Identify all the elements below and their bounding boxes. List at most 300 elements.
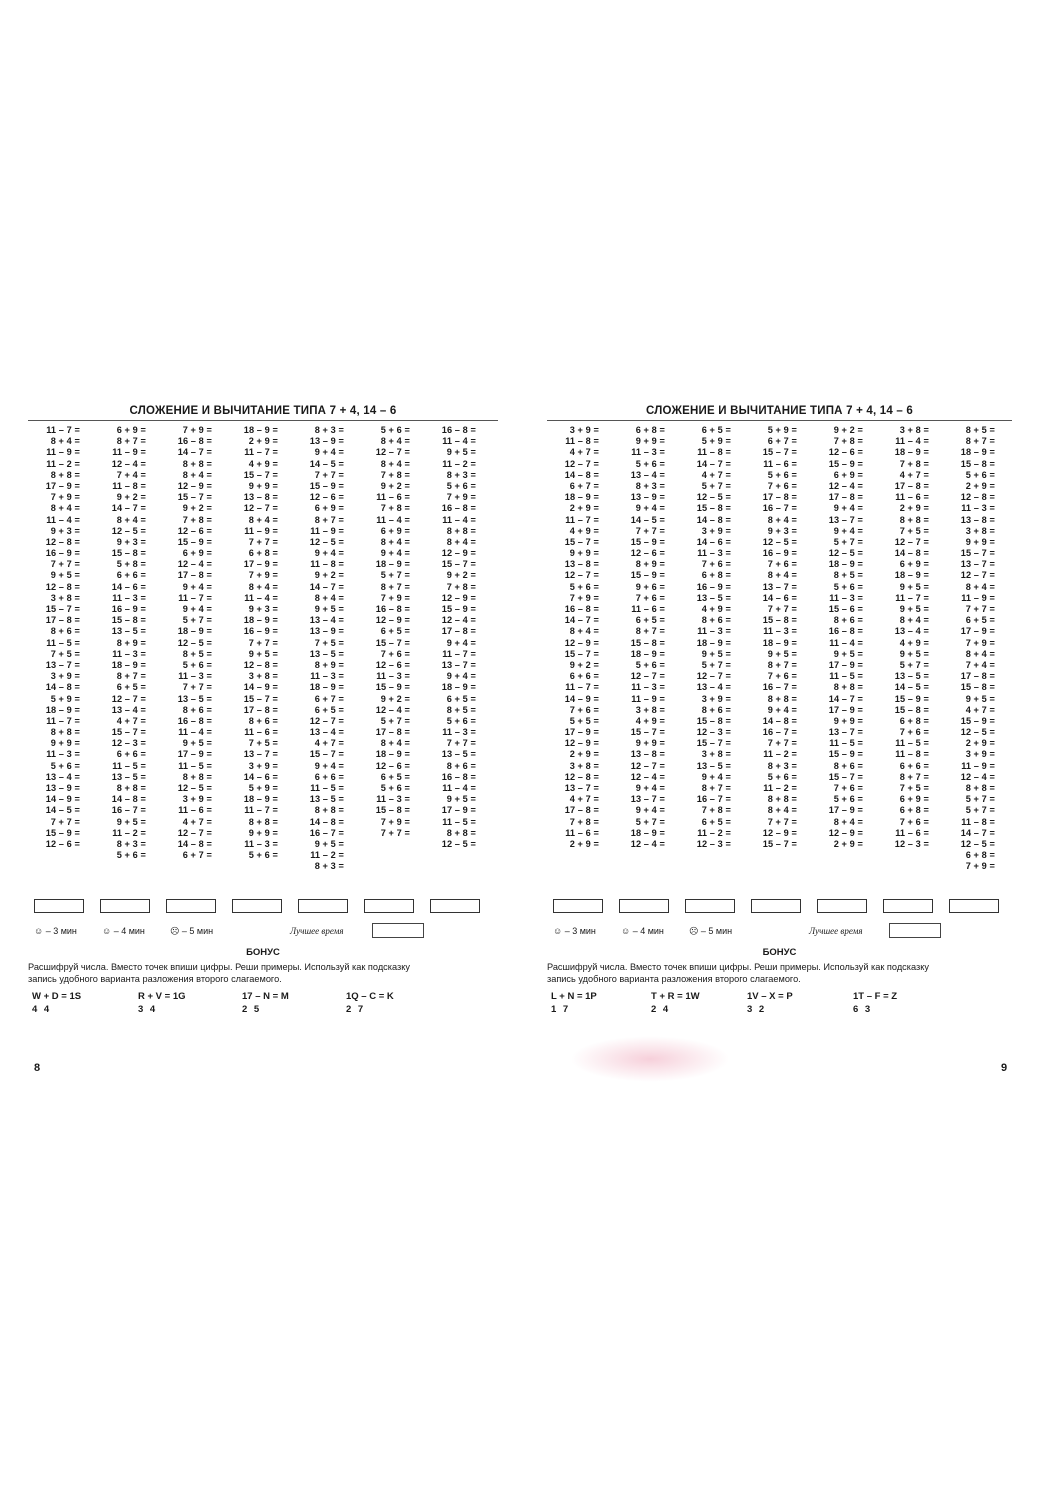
exercise: 8 + 3 =: [635, 480, 665, 491]
exercise: 9 + 5 =: [50, 570, 80, 581]
exercise: 12 – 5 =: [696, 492, 731, 503]
exercise: 17 – 9 =: [828, 659, 863, 670]
exercise: 11 – 9 =: [961, 760, 995, 771]
exercise: 11 – 2 =: [763, 783, 797, 793]
exercise: 15 – 9 =: [828, 749, 863, 760]
exercise: 6 + 8 =: [965, 850, 995, 861]
bonus-codes: [547, 991, 1012, 1027]
exercise: 13 – 7 =: [960, 559, 995, 570]
exercise: 6 + 5 =: [380, 771, 410, 782]
code-expression: W + D = 1S: [32, 991, 82, 1002]
exercise: 12 – 3 =: [111, 738, 146, 749]
exercise: 6 + 9 =: [833, 469, 863, 480]
exercise: 14 – 6 =: [696, 536, 731, 547]
exercise: 13 – 5 =: [111, 626, 146, 637]
exercise: 13 – 9 =: [45, 783, 80, 793]
exercise: 5 + 6 =: [446, 715, 476, 726]
exercise: 9 + 9 =: [635, 436, 665, 447]
exercise: 12 – 4 =: [375, 704, 410, 715]
exercise: 17 – 8 =: [762, 492, 797, 503]
exercise: 11 – 3 =: [376, 671, 410, 682]
exercise: 11 – 5 =: [442, 816, 476, 827]
answer-time-boxes: [28, 893, 498, 921]
exercise: 3 + 9 =: [182, 794, 212, 805]
exercise: 13 – 5 =: [696, 592, 731, 603]
exercise: 9 + 9 =: [965, 536, 995, 547]
exercise: 12 – 5 =: [309, 536, 344, 547]
exercise: 14 – 7 =: [960, 827, 995, 838]
exercise: 12 – 7 =: [243, 503, 278, 514]
exercise: 18 – 9 =: [630, 827, 665, 838]
page-title: СЛОЖЕНИЕ И ВЫЧИТАНИЕ ТИПА 7 + 4, 14 – 6: [129, 405, 397, 417]
exercise: 12 – 7 =: [894, 536, 929, 547]
exercise: 18 – 9 =: [375, 749, 410, 760]
exercise: 12 – 4 =: [630, 771, 665, 782]
exercise: 12 – 9 =: [564, 738, 599, 749]
exercise: 6 + 7 =: [314, 693, 344, 704]
exercise: 15 – 8 =: [696, 715, 731, 726]
code-item: [346, 991, 394, 1015]
exercise: 4 + 9 =: [248, 458, 278, 469]
exercise: 3 + 8 =: [899, 425, 929, 435]
column-time-box[interactable]: [619, 899, 669, 913]
exercise: 12 – 8 =: [243, 659, 278, 670]
exercise: 6 + 8 =: [899, 715, 929, 726]
best-time-box[interactable]: [372, 923, 424, 938]
exercise: 7 + 9 =: [380, 592, 410, 603]
exercise: 15 – 7 =: [111, 727, 146, 738]
exercise: 6 + 9 =: [380, 525, 410, 536]
exercise: 9 + 5 =: [116, 816, 146, 827]
exercise: 12 – 7 =: [630, 671, 665, 682]
exercise: 8 + 6 =: [701, 704, 731, 715]
bonus-line-2: запись удобного варианта разложения второго слагаемого.: [28, 974, 282, 984]
exercise-column: [679, 425, 731, 850]
exercise: 7 + 6 =: [899, 816, 929, 827]
code-expression: 1T – F = Z: [853, 991, 898, 1002]
exercise: 15 – 9 =: [960, 715, 995, 726]
exercise: 6 + 9 =: [116, 425, 146, 435]
exercise: 5 + 7 =: [380, 715, 410, 726]
exercise: 11 – 7 =: [178, 592, 212, 603]
exercise-column: [226, 425, 278, 861]
exercise: 6 + 9 =: [899, 794, 929, 805]
exercise: 18 – 9 =: [243, 794, 278, 805]
exercise: 11 – 7 =: [565, 514, 599, 525]
column-time-box[interactable]: [34, 899, 84, 913]
exercise: 7 + 7 =: [767, 604, 797, 614]
exercise: 7 + 4 =: [965, 659, 995, 670]
exercise: 9 + 2 =: [446, 570, 476, 581]
exercise: 6 + 9 =: [899, 559, 929, 570]
exercise: 8 + 8 =: [50, 469, 80, 480]
exercise: 18 – 9 =: [960, 447, 995, 458]
exercise: 7 + 5 =: [248, 738, 278, 749]
exercise: 18 – 9 =: [630, 648, 665, 659]
exercise: 7 + 7 =: [182, 682, 212, 693]
exercise: 7 + 9 =: [965, 861, 995, 872]
exercise: 8 + 9 =: [116, 637, 146, 648]
exercise: 8 + 4 =: [50, 436, 80, 447]
exercise: 5 + 9 =: [248, 783, 278, 793]
exercise: 13 – 5 =: [309, 794, 344, 805]
exercise: 5 + 7 =: [701, 480, 731, 491]
exercise: 12 – 6 =: [45, 838, 80, 849]
exercise: 13 – 7 =: [630, 794, 665, 805]
exercise: 15 – 9 =: [441, 604, 476, 614]
column-time-box[interactable]: [364, 899, 414, 913]
exercise: 6 + 5 =: [314, 704, 344, 715]
exercise: 11 – 4 =: [442, 514, 476, 525]
best-time-label: Лучшее время: [290, 926, 344, 936]
exercise: 12 – 6 =: [309, 492, 344, 503]
code-expression: 1Q – C = K: [346, 991, 394, 1002]
exercise: 7 + 7 =: [767, 738, 797, 749]
exercise: 14 – 7 =: [696, 458, 731, 469]
exercise: 2 + 9 =: [833, 838, 863, 849]
exercise: 9 + 9 =: [635, 738, 665, 749]
exercise-column: [424, 425, 476, 850]
exercise: 9 + 4 =: [446, 637, 476, 648]
exercise: 18 – 9 =: [243, 615, 278, 626]
right-page: [547, 380, 1012, 1080]
exercise: 14 – 7 =: [177, 447, 212, 458]
exercise: 9 + 4 =: [314, 548, 344, 559]
timing-5-min: ☹ – 5 мин: [689, 926, 733, 936]
exercise: 18 – 9 =: [564, 492, 599, 503]
column-time-box[interactable]: [100, 899, 150, 913]
exercise: 13 – 7 =: [564, 783, 599, 793]
exercise: 11 – 5 =: [829, 738, 863, 749]
exercise: 16 – 8 =: [441, 503, 476, 514]
column-time-box[interactable]: [166, 899, 216, 913]
column-time-box[interactable]: [949, 899, 999, 913]
exercise: 8 + 4 =: [380, 536, 410, 547]
exercise: 7 + 6 =: [767, 671, 797, 682]
exercise: 9 + 9 =: [569, 548, 599, 559]
exercise: 8 + 3 =: [314, 425, 344, 435]
exercise: 11 – 3 =: [697, 626, 731, 637]
exercise: 12 – 5 =: [960, 838, 995, 849]
exercise: 3 + 9 =: [248, 760, 278, 771]
exercise: 11 – 9 =: [46, 447, 80, 458]
exercise: 15 – 9 =: [309, 480, 344, 491]
column-time-box[interactable]: [232, 899, 282, 913]
exercise: 11 – 6 =: [895, 492, 929, 503]
exercise: 6 + 8 =: [635, 425, 665, 435]
exercise: 13 – 7 =: [441, 659, 476, 670]
exercise: 11 – 3 =: [961, 503, 995, 514]
exercise: 9 + 4 =: [182, 604, 212, 614]
timing-4-min: ☺ – 4 мин: [102, 926, 145, 936]
exercise: 8 + 8 =: [446, 827, 476, 838]
exercise: 14 – 9 =: [45, 794, 80, 805]
exercise: 15 – 7 =: [309, 749, 344, 760]
exercise: 12 – 5 =: [177, 783, 212, 793]
exercise: 15 – 7 =: [375, 637, 410, 648]
best-time-box[interactable]: [889, 923, 941, 938]
exercise-column: [943, 425, 995, 873]
exercise: 15 – 9 =: [177, 536, 212, 547]
exercise: 8 + 7 =: [116, 436, 146, 447]
exercise: 5 + 6 =: [50, 760, 80, 771]
exercise: 8 + 8 =: [833, 682, 863, 693]
exercise: 7 + 8 =: [182, 514, 212, 525]
exercise: 8 + 8 =: [899, 514, 929, 525]
exercise: 15 – 7 =: [828, 771, 863, 782]
exercise: 11 – 3 =: [112, 592, 146, 603]
exercise: 5 + 6 =: [767, 771, 797, 782]
title-rule: [547, 420, 1012, 421]
exercise: 4 + 7 =: [899, 469, 929, 480]
exercise: 18 – 9 =: [696, 637, 731, 648]
exercise: 7 + 6 =: [899, 727, 929, 738]
exercise: 15 – 9 =: [630, 536, 665, 547]
exercise: 9 + 2 =: [569, 659, 599, 670]
exercise: 15 – 6 =: [828, 604, 863, 614]
exercise: 11 – 5 =: [310, 783, 344, 793]
exercise: 8 + 8 =: [50, 727, 80, 738]
exercise: 5 + 7 =: [965, 794, 995, 805]
exercise: 4 + 7 =: [314, 738, 344, 749]
exercise: 15 – 8 =: [111, 615, 146, 626]
exercise: 8 + 7 =: [380, 581, 410, 592]
exercise: 5 + 6 =: [635, 458, 665, 469]
exercise: 11 – 3 =: [763, 626, 797, 637]
exercise: 12 – 9 =: [375, 615, 410, 626]
exercise: 3 + 8 =: [635, 704, 665, 715]
exercise: 5 + 7 =: [635, 816, 665, 827]
exercise: 9 + 2 =: [380, 480, 410, 491]
exercise: 5 + 7 =: [701, 659, 731, 670]
exercise: 2 + 9 =: [569, 503, 599, 514]
exercise: 5 + 7 =: [380, 570, 410, 581]
exercise: 15 – 9 =: [894, 693, 929, 704]
exercise: 12 – 5 =: [960, 727, 995, 738]
exercise: 6 + 5 =: [446, 693, 476, 704]
exercise: 18 – 9 =: [309, 682, 344, 693]
exercise: 7 + 7 =: [965, 604, 995, 614]
exercise: 12 – 6 =: [828, 447, 863, 458]
exercise: 13 – 7 =: [762, 581, 797, 592]
exercise: 6 + 5 =: [965, 615, 995, 626]
column-time-box[interactable]: [751, 899, 801, 913]
exercise: 8 + 4 =: [182, 469, 212, 480]
bonus-instructions: [547, 961, 1012, 985]
exercise-column: [292, 425, 344, 873]
exercise: 8 + 5 =: [182, 648, 212, 659]
exercise: 9 + 5 =: [767, 648, 797, 659]
exercise: 12 – 4 =: [828, 480, 863, 491]
exercise: 5 + 6 =: [116, 850, 146, 861]
exercise: 4 + 9 =: [569, 525, 599, 536]
exercise: 8 + 4 =: [380, 436, 410, 447]
code-item: [747, 991, 793, 1015]
exercise: 14 – 9 =: [243, 682, 278, 693]
timing-legend: [28, 921, 498, 943]
exercise: 9 + 5 =: [248, 648, 278, 659]
exercise: 15 – 7 =: [960, 548, 995, 559]
exercise: 7 + 7 =: [446, 738, 476, 749]
bonus-line-1: Расшифруй числа. Вместо точек впиши цифры. Реши примеры. Используй как подсказку: [547, 962, 929, 972]
exercise: 11 – 7 =: [895, 592, 929, 603]
column-time-box[interactable]: [430, 899, 480, 913]
exercise: 16 – 7 =: [762, 503, 797, 514]
exercise: 12 – 4 =: [630, 838, 665, 849]
bonus-title: БОНУС: [762, 947, 797, 958]
exercise: 16 – 7 =: [111, 805, 146, 816]
exercise: 4 + 9 =: [635, 715, 665, 726]
exercise: 5 + 6 =: [446, 480, 476, 491]
exercise: 8 + 4 =: [248, 514, 278, 525]
exercise: 15 – 7 =: [243, 469, 278, 480]
exercise: 4 + 7 =: [965, 704, 995, 715]
exercise: 17 – 8 =: [960, 671, 995, 682]
exercise: 16 – 8 =: [441, 771, 476, 782]
exercise: 16 – 8 =: [177, 436, 212, 447]
exercise: 4 + 7 =: [182, 816, 212, 827]
code-item: [138, 991, 186, 1015]
exercise: 5 + 8 =: [116, 559, 146, 570]
exercise: 9 + 4 =: [182, 581, 212, 592]
exercise: 11 – 8 =: [565, 436, 599, 447]
exercise: 8 + 8 =: [314, 805, 344, 816]
exercise: 7 + 5 =: [899, 783, 929, 793]
exercise: 9 + 6 =: [635, 581, 665, 592]
exercise: 13 – 5 =: [111, 771, 146, 782]
exercise: 11 – 3 =: [829, 592, 863, 603]
exercise: 3 + 8 =: [569, 760, 599, 771]
exercise: 15 – 8 =: [630, 637, 665, 648]
exercise: 18 – 9 =: [828, 559, 863, 570]
exercise: 17 – 9 =: [177, 749, 212, 760]
exercise: 5 + 7 =: [833, 536, 863, 547]
column-time-box[interactable]: [298, 899, 348, 913]
exercise: 7 + 9 =: [380, 816, 410, 827]
exercise: 7 + 8 =: [569, 816, 599, 827]
exercise: 13 – 9 =: [630, 492, 665, 503]
code-digits: 2 7: [346, 1004, 366, 1015]
code-item: [32, 991, 81, 1015]
exercise: 7 + 9 =: [182, 425, 212, 435]
exercise: 11 – 4 =: [376, 514, 410, 525]
exercise: 5 + 6 =: [833, 581, 863, 592]
exercise: 17 – 9 =: [828, 704, 863, 715]
exercise: 17 – 8 =: [45, 615, 80, 626]
exercise: 11 – 9 =: [310, 525, 344, 536]
exercise: 12 – 7 =: [375, 447, 410, 458]
exercise: 11 – 2 =: [442, 458, 476, 469]
exercise: 11 – 8 =: [697, 447, 731, 458]
exercise: 5 + 9 =: [701, 436, 731, 447]
exercise: 6 + 5 =: [635, 615, 665, 626]
exercise: 14 – 8 =: [894, 548, 929, 559]
exercise: 14 – 8 =: [309, 816, 344, 827]
column-time-box[interactable]: [817, 899, 867, 913]
exercise: 11 – 2 =: [112, 827, 146, 838]
best-time-label: Лучшее время: [809, 926, 863, 936]
exercise: 7 + 9 =: [569, 592, 599, 603]
exercise: 12 – 7 =: [630, 760, 665, 771]
exercise: 7 + 6 =: [767, 559, 797, 570]
exercise: 6 + 6 =: [116, 749, 146, 760]
exercise: 13 – 5 =: [441, 749, 476, 760]
exercise: 7 + 5 =: [314, 637, 344, 648]
exercise: 9 + 3 =: [50, 525, 80, 536]
exercise: 7 + 8 =: [380, 503, 410, 514]
exercise: 12 – 7 =: [309, 715, 344, 726]
exercise: 3 + 9 =: [701, 525, 731, 536]
exercise: 8 + 8 =: [767, 693, 797, 704]
exercise: 4 + 7 =: [116, 715, 146, 726]
exercise: 8 + 6 =: [701, 615, 731, 626]
code-digits: 6 3: [853, 1004, 873, 1015]
exercise: 9 + 4 =: [701, 771, 731, 782]
exercise: 11 – 4 =: [46, 514, 80, 525]
exercise: 2 + 9 =: [965, 738, 995, 749]
exercise: 8 + 7 =: [767, 659, 797, 670]
exercise: 11 – 9 =: [112, 447, 146, 458]
bonus-codes: [28, 991, 498, 1027]
exercise: 16 – 7 =: [309, 827, 344, 838]
exercise: 6 + 6 =: [569, 671, 599, 682]
exercise: 8 + 8 =: [446, 525, 476, 536]
exercise: 9 + 4 =: [767, 704, 797, 715]
exercise: 7 + 6 =: [569, 704, 599, 715]
exercise: 17 – 9 =: [45, 480, 80, 491]
exercise: 9 + 4 =: [446, 671, 476, 682]
exercise: 3 + 9 =: [965, 749, 995, 760]
column-time-box[interactable]: [553, 899, 603, 913]
exercise: 9 + 4 =: [635, 503, 665, 514]
exercise: 18 – 9 =: [45, 704, 80, 715]
exercise: 6 + 8 =: [248, 548, 278, 559]
exercise-column: [613, 425, 665, 850]
timing-5-min: ☹ – 5 мин: [170, 926, 214, 936]
timing-4-min: ☺ – 4 мин: [621, 926, 664, 936]
exercise: 9 + 4 =: [635, 783, 665, 793]
exercise: 9 + 5 =: [965, 693, 995, 704]
exercise: 17 – 9 =: [960, 626, 995, 637]
exercise: 15 – 7 =: [441, 559, 476, 570]
exercise: 7 + 8 =: [701, 805, 731, 816]
exercise: 16 – 8 =: [177, 715, 212, 726]
exercise: 11 – 2 =: [46, 458, 80, 469]
exercise: 3 + 8 =: [965, 525, 995, 536]
exercise: 11 – 2 =: [697, 827, 731, 838]
timing-legend: [547, 921, 1012, 943]
column-time-box[interactable]: [685, 899, 735, 913]
exercise: 8 + 8 =: [767, 794, 797, 805]
exercise: 18 – 9 =: [441, 682, 476, 693]
code-digits: 2 4: [651, 1004, 671, 1015]
exercise: 6 + 5 =: [116, 682, 146, 693]
exercise: 7 + 5 =: [50, 648, 80, 659]
exercise: 11 – 4 =: [442, 436, 476, 447]
exercise: 15 – 8 =: [960, 682, 995, 693]
code-item: [242, 991, 289, 1015]
exercise: 11 – 6 =: [631, 604, 665, 614]
exercise: 8 + 6 =: [182, 704, 212, 715]
exercise: 11 – 5 =: [46, 637, 80, 648]
exercise: 13 – 7 =: [828, 727, 863, 738]
column-time-box[interactable]: [883, 899, 933, 913]
exercise: 8 + 7 =: [965, 436, 995, 447]
exercise: 18 – 9 =: [177, 626, 212, 637]
exercise: 11 – 7 =: [46, 425, 80, 435]
exercise: 9 + 2 =: [380, 693, 410, 704]
exercise: 11 – 7 =: [442, 648, 476, 659]
